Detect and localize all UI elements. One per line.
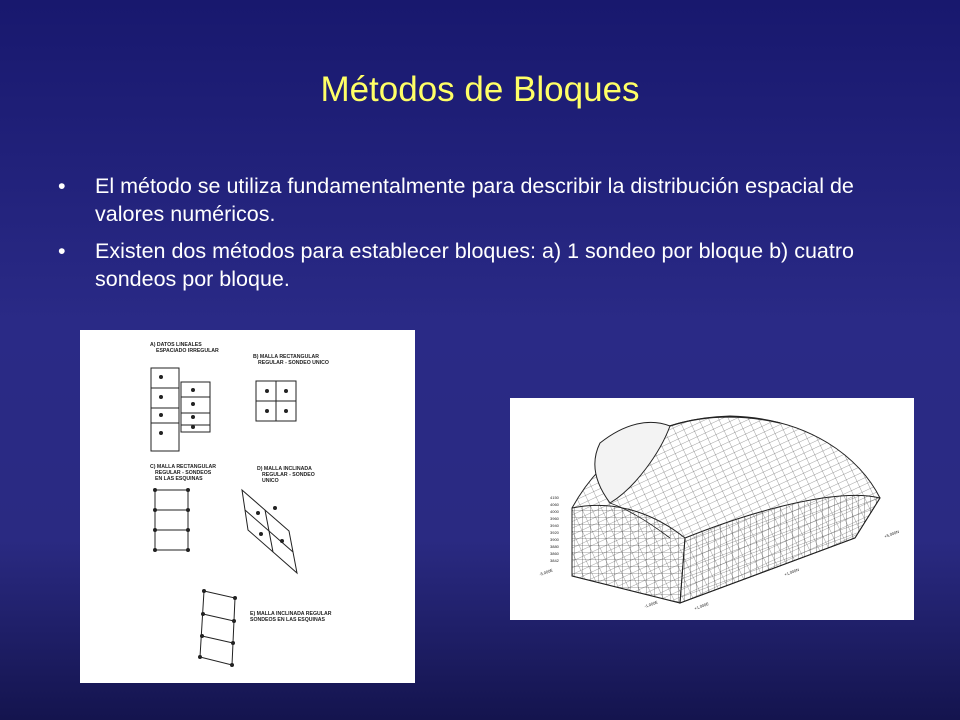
axis-label: +1,000N (783, 567, 800, 577)
elevation-label: 4150 (550, 495, 559, 500)
label-a-2: ESPACIADO IRREGULAR (156, 348, 219, 354)
axis-label: +1,000E (693, 601, 710, 611)
bullet-item (58, 172, 918, 228)
slide-title: Métodos de Bloques (320, 70, 640, 109)
elevation-label: 4060 (550, 502, 559, 507)
block-methods-diagram (80, 330, 415, 683)
label-b-2: REGULAR - SONDEO UNICO (258, 360, 329, 366)
axis-label: -1,000E (643, 599, 659, 609)
elevation-label: 3880 (550, 544, 559, 549)
label-d-1: D) MALLA INCLINADA (257, 466, 312, 472)
label-d-2: REGULAR - SONDEO (262, 472, 315, 478)
elevation-label: 3920 (550, 530, 559, 535)
bullet-text: El método se utiliza fundamentalmente para describir la distribución espacial de valores numéricos. (95, 174, 854, 226)
label-b-1: B) MALLA RECTANGULAR (253, 354, 319, 360)
label-e-2: SONDEOS EN LAS ESQUINAS (250, 617, 325, 623)
label-c-1: C) MALLA RECTANGULAR (150, 464, 216, 470)
elevation-label: 3900 (550, 537, 559, 542)
label-d-3: UNICO (262, 478, 279, 484)
axis-label: -5,000E (538, 567, 554, 577)
elevation-label: 3960 (550, 516, 559, 521)
bullet-marker: • (58, 174, 66, 198)
diagram-a (151, 368, 210, 451)
bullet-marker: • (58, 239, 66, 263)
axis-label: +5,000N (883, 529, 900, 539)
diagram-b (256, 381, 296, 421)
block-model-3d-image (510, 398, 914, 620)
bullet-item (58, 237, 918, 293)
elevation-label: 3940 (550, 523, 559, 528)
bullet-list (58, 172, 918, 302)
label-a-1: A) DATOS LINEALES (150, 342, 202, 348)
diagram-c (155, 490, 188, 550)
diagram-e (200, 591, 235, 665)
elevation-label: 4000 (550, 509, 559, 514)
label-c-2: REGULAR - SONDEOS (155, 470, 212, 476)
label-c-3: EN LAS ESQUINAS (155, 476, 203, 482)
elevation-label: 3860 (550, 551, 559, 556)
diagram-d (242, 490, 297, 573)
label-e-1: E) MALLA INCLINADA REGULAR (250, 611, 332, 617)
block-model-drawing (572, 416, 880, 603)
bullet-text: Existen dos métodos para establecer bloques: a) 1 sondeo por bloque b) cuatro sondeos por bloque. (95, 239, 854, 291)
elevation-label: 3842 (550, 558, 559, 563)
